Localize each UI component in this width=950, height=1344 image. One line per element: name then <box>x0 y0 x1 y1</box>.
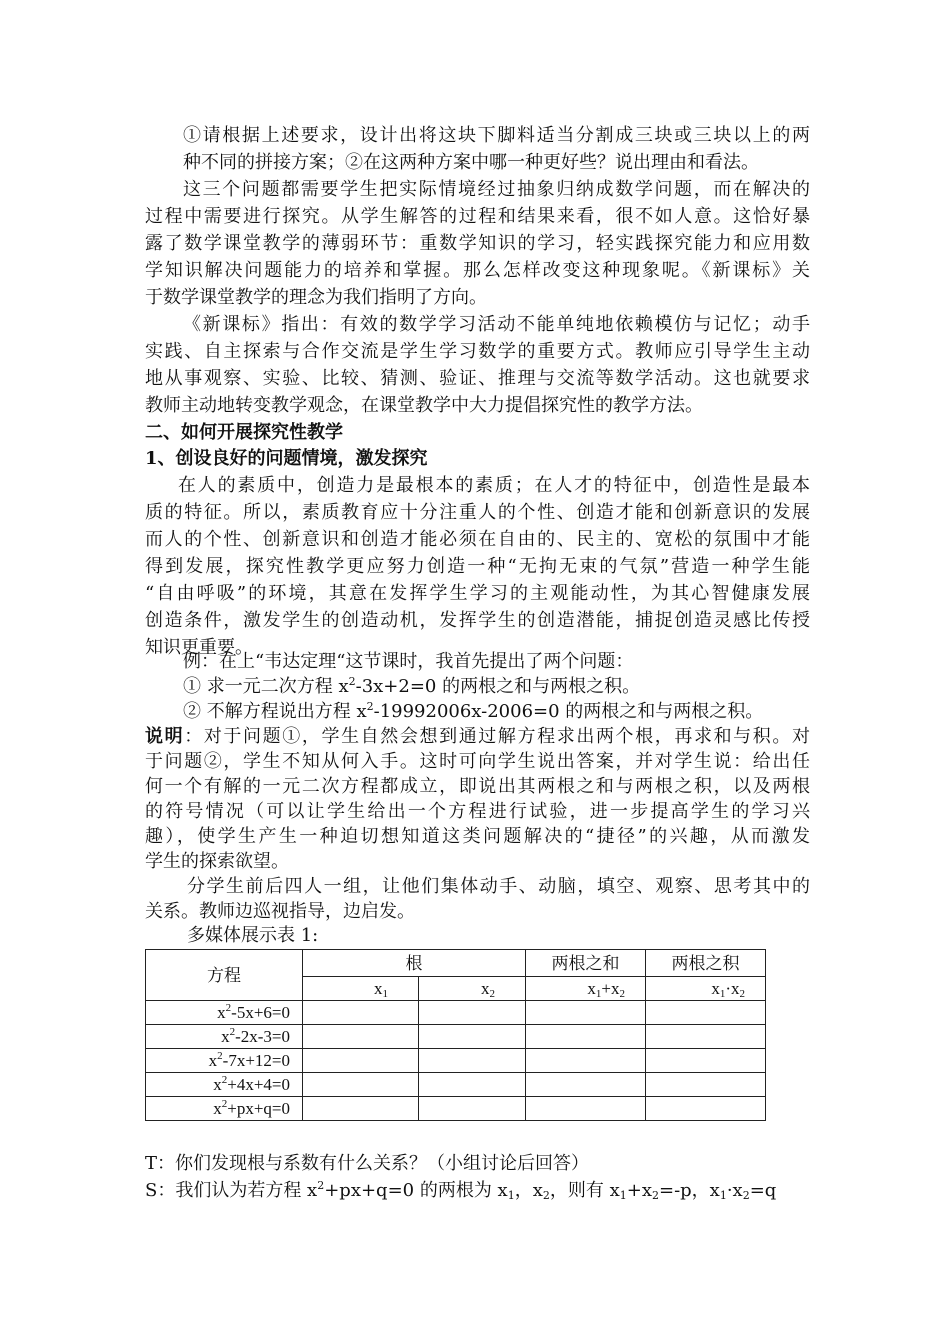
teacher-question: T：你们发现根与系数有什么关系？（小组讨论后回答） <box>145 1153 590 1174</box>
paragraph-line: 而人的个性、创新意识和创造才能必须在自由的、民主的、宽松的氛围中才能 <box>145 529 810 550</box>
header-x2: $x_2$ <box>419 977 526 1001</box>
paragraph-line: 于数学课堂教学的理念为我们指明了方向。 <box>145 287 487 308</box>
paragraph-line: 地从事观察、实验、比较、猜测、验证、推理与交流等数学活动。这也就要求 <box>145 368 810 389</box>
paragraph-line: 知识更重要。 <box>145 637 253 658</box>
note-line: 的符号情况（可以让学生给出一个方程进行试验，进一步提高学生的学习兴 <box>145 801 810 822</box>
paragraph-line: 质的特征。所以，素质教育应十分注重人的个性、创造才能和创新意识的发展 <box>145 502 810 523</box>
student-answer: S：我们认为若方程 $x^2+px+q=0$ 的两根为 $x_1$，$x_2$，则有 $x_1+x_2=-p$，$x_1\cdot x_2=q$ <box>145 1179 777 1202</box>
equation-cell: $x^2-7x+12=0$ <box>146 1049 303 1073</box>
paragraph-line: 学知识解决问题能力的培养和掌握。那么怎样改变这种现象呢。《新课标》关 <box>145 260 810 281</box>
table-row <box>146 1001 766 1025</box>
note-line: 于问题②，学生不知从何入手。这时可向学生说出答案，并对学生说：给出任 <box>145 751 810 772</box>
table-row <box>146 1025 766 1049</box>
note-line: 趣），使学生产生一种迫切想知道这类问题解决的“捷径”的兴趣，从而激发 <box>145 826 810 847</box>
table-row <box>146 1049 766 1073</box>
header-x1-plus-x2: $x_1+x_2$ <box>526 977 646 1001</box>
paragraph-line: 得到发展，探究性教学更应努力创造一种“无拘无束的气氛”营造一种学生能 <box>145 556 810 577</box>
paragraph-line: 在人的素质中，创造力是最根本的素质；在人才的特征中，创造性是最本 <box>178 475 810 496</box>
example-question-2: ② 不解方程说出方程 $x^2-19992006x-2006=0$ 的两根之和与两根之积。 <box>183 700 764 722</box>
paragraph-line: 关系。教师边巡视指导，边启发。 <box>145 901 415 922</box>
example-intro: 例：在上“韦达定理“这节课时，我首先提出了两个问题： <box>183 651 634 672</box>
paragraph-line: 露了数学课堂教学的薄弱环节：重数学知识的学习，轻实践探究能力和应用数 <box>145 233 810 254</box>
roots-table <box>145 949 766 1121</box>
paragraph-line: 种不同的拼接方案；②在这两种方案中哪一种更好些？说出理由和看法。 <box>183 152 759 173</box>
paragraph-line: 这三个问题都需要学生把实际情境经过抽象归纳成数学问题，而在解决的 <box>183 179 810 200</box>
header-x1: $x_1$ <box>303 977 419 1001</box>
equation-cell: $x^2+4x+4=0$ <box>146 1073 303 1097</box>
note-line: 学生的探索欲望。 <box>145 851 289 872</box>
equation-cell: $x^2-2x-3=0$ <box>146 1025 303 1049</box>
note-line: 说明：对于问题①，学生自然会想到通过解方程求出两个根，再求和与积。对 <box>145 726 811 747</box>
paragraph-line: 教师主动地转变教学观念，在课堂教学中大力提倡探究性的教学方法。 <box>145 395 703 416</box>
header-product: 两根之积 <box>646 950 766 977</box>
note-line: 何一个有解的一元二次方程都成立，即说出其两根之和与两根之积，以及两根 <box>145 776 810 797</box>
paragraph-line: 过程中需要进行探究。从学生解答的过程和结果来看，很不如人意。这恰好暴 <box>145 206 810 227</box>
note-label: 说明 <box>145 726 185 747</box>
header-roots: 根 <box>303 950 526 977</box>
paragraph-line: 分学生前后四人一组，让他们集体动手、动脑，填空、观察、思考其中的 <box>187 876 810 897</box>
paragraph-line: 实践、自主探索与合作交流是学生学习数学的重要方式。教师应引导学生主动 <box>145 341 810 362</box>
paragraph-line: 创造条件，激发学生的创造动机，发挥学生的创造潜能，捕捉创造灵感比传授 <box>145 610 810 631</box>
header-sum: 两根之和 <box>526 950 646 977</box>
section-heading: 二、如何开展探究性教学 <box>145 422 343 443</box>
paragraph-line: 《新课标》指出：有效的数学学习活动不能单纯地依赖模仿与记忆；动手 <box>183 314 810 335</box>
header-equation: 方程 <box>146 950 303 1001</box>
subsection-heading: 1、创设良好的问题情境，激发探究 <box>145 448 428 469</box>
equation-cell: $x^2-5x+6=0$ <box>146 1001 303 1025</box>
table-row <box>146 1097 766 1121</box>
paragraph-line: “自由呼吸”的环境，其意在发挥学生学习的主观能动性，为其心智健康发展 <box>145 583 810 604</box>
paragraph-line: ①请根据上述要求，设计出将这块下脚料适当分割成三块或三块以上的两 <box>183 125 810 146</box>
table-row <box>146 1073 766 1097</box>
example-question-1: ① 求一元二次方程 $x^2-3x+2=0$ 的两根之和与两根之积。 <box>183 675 641 697</box>
header-x1-times-x2: $x_1\cdot x_2$ <box>646 977 766 1001</box>
equation-cell: $x^2+px+q=0$ <box>146 1097 303 1121</box>
table-caption: 多媒体展示表 1: <box>187 925 319 946</box>
